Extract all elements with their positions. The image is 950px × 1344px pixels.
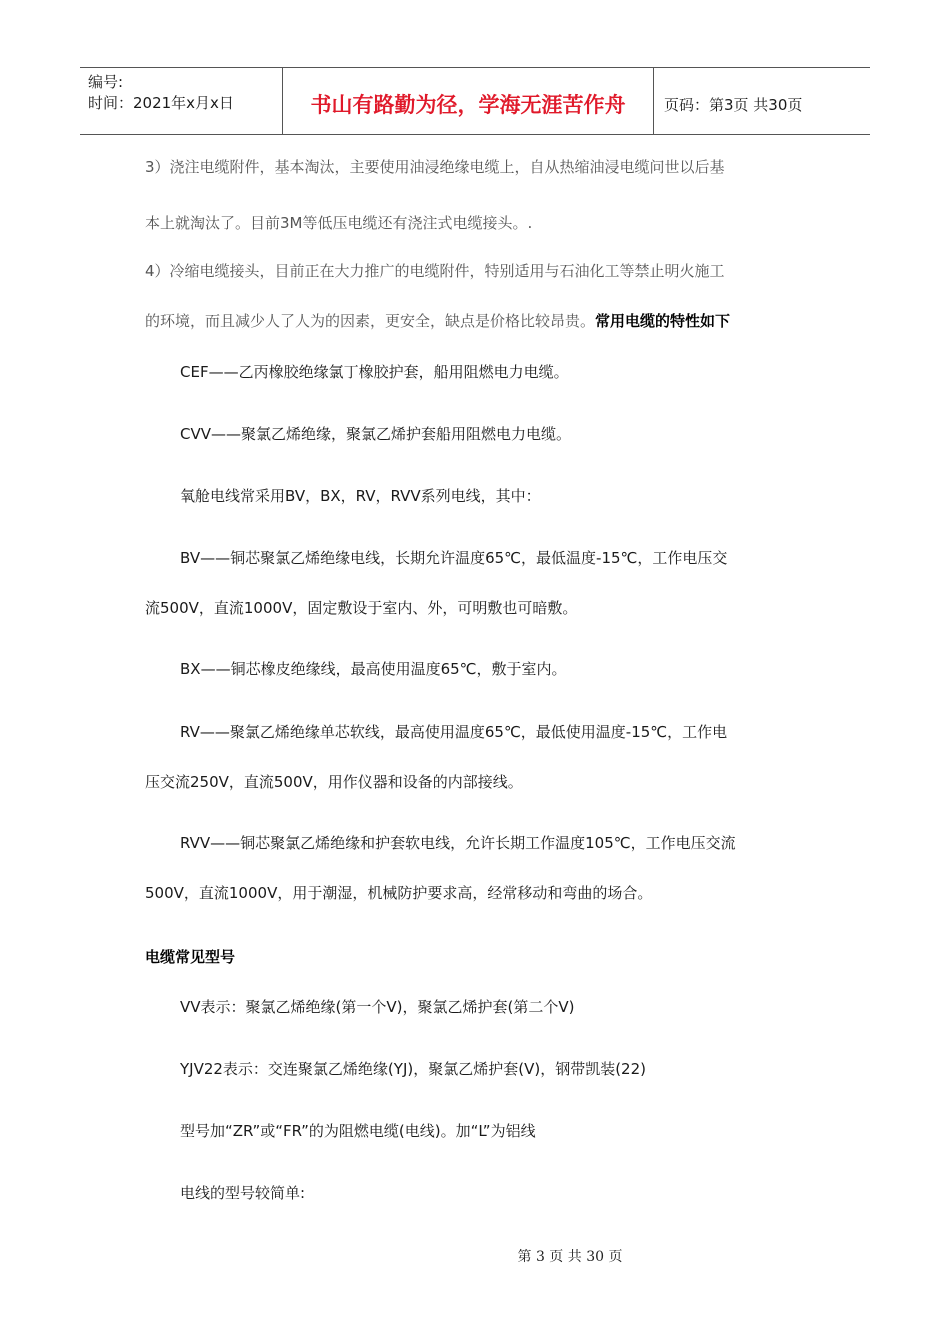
paragraph-line bbox=[145, 310, 730, 331]
paragraph-line: VV表示：聚氯乙烯绝缘(第一个V)，聚氯乙烯护套(第二个V) bbox=[180, 998, 575, 1016]
page-footer: 第 3 页 共 30 页 bbox=[517, 1249, 623, 1265]
paragraph-line: 流500V，直流1000V，固定敷设于室内、外，可明敷也可暗敷。 bbox=[145, 599, 578, 617]
section-heading-inline: 常用电缆的特性如下 bbox=[595, 312, 731, 330]
paragraph-line: 3）浇注电缆附件，基本淘汰，主要使用油浸绝缘电缆上，自从热缩油浸电缆问世以后基 bbox=[145, 158, 725, 176]
paragraph-line: 电线的型号较简单: bbox=[180, 1184, 306, 1202]
doc-number-label: 编号: bbox=[88, 73, 124, 91]
paragraph-line: 500V，直流1000V，用于潮湿，机械防护要求高，经常移动和弯曲的场合。 bbox=[145, 884, 653, 902]
paragraph-line: CEF——乙丙橡胶绝缘氯丁橡胶护套，船用阻燃电力电缆。 bbox=[180, 363, 569, 381]
doc-time-label: 时间：2021年x月x日 bbox=[88, 94, 234, 112]
paragraph-line: 4）冷缩电缆接头，目前正在大力推广的电缆附件，特别适用与石油化工等禁止明火施工 bbox=[145, 262, 725, 280]
page-header bbox=[80, 67, 870, 135]
paragraph-line: 型号加“ZR”或“FR”的为阻燃电缆(电线)。加“L”为铝线 bbox=[180, 1122, 536, 1140]
paragraph-line: RV——聚氯乙烯绝缘单芯软线，最高使用温度65℃，最低使用温度-15℃，工作电 bbox=[180, 723, 728, 741]
section-heading: 电缆常见型号 bbox=[145, 948, 236, 966]
paragraph-line: 压交流250V，直流500V，用作仪器和设备的内部接线。 bbox=[145, 773, 523, 791]
header-page-code: 页码：第3页 共30页 bbox=[664, 95, 803, 114]
paragraph-line: YJV22表示：交连聚氯乙烯绝缘(YJ)，聚氯乙烯护套(V)，钢带凯装(22) bbox=[180, 1060, 646, 1078]
header-left-cell bbox=[80, 68, 282, 134]
paragraph-line: 本上就淘汰了。目前3M等低压电缆还有浇注式电缆接头。. bbox=[145, 214, 533, 232]
paragraph-line: CVV——聚氯乙烯绝缘，聚氯乙烯护套船用阻燃电力电缆。 bbox=[180, 425, 571, 443]
paragraph-line: 氧舱电线常采用BV，BX，RV，RVV系列电线，其中： bbox=[180, 487, 541, 505]
paragraph-text: 的环境，而且减少人了人为的因素，更安全，缺点是价格比较昂贵。 bbox=[145, 312, 596, 330]
paragraph-line: BX——铜芯橡皮绝缘线，最高使用温度65℃，敷于室内。 bbox=[180, 660, 567, 678]
header-motto: 书山有路勤为径，学海无涯苦作舟 bbox=[282, 68, 654, 134]
paragraph-line: RVV——铜芯聚氯乙烯绝缘和护套软电线，允许长期工作温度105℃，工作电压交流 bbox=[180, 834, 736, 852]
paragraph-line: BV——铜芯聚氯乙烯绝缘电线，长期允许温度65℃，最低温度-15℃，工作电压交 bbox=[180, 549, 728, 567]
